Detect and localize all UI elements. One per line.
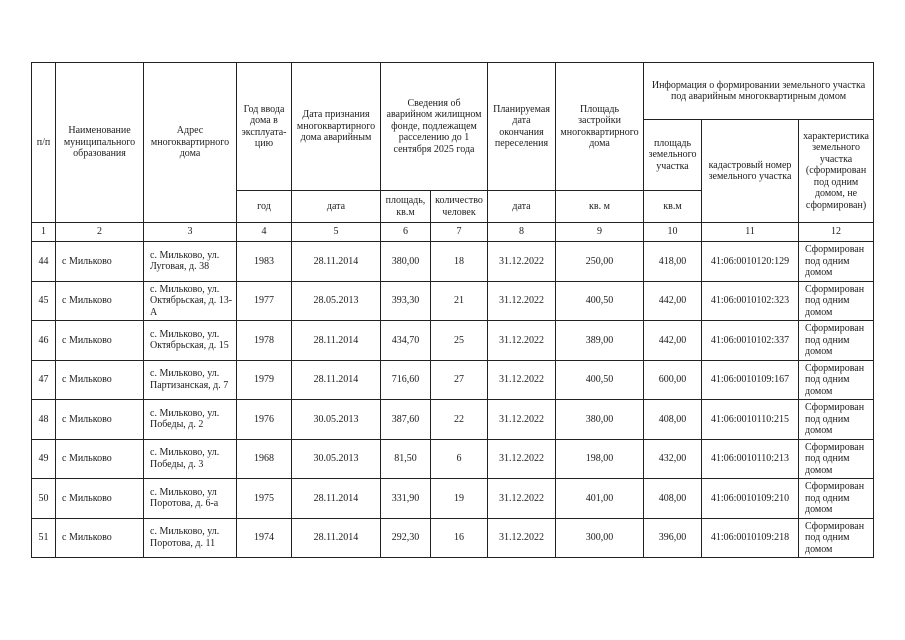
column-number: 10 xyxy=(644,223,702,242)
column-number: 1 xyxy=(32,223,56,242)
header-num: п/п xyxy=(32,63,56,223)
cell-land-status: Сформирован под одним домом xyxy=(799,400,874,440)
cell-cadastral: 41:06:0010110:213 xyxy=(702,439,799,479)
table-row xyxy=(32,321,874,361)
unit-emergency-area: площадь, кв.м xyxy=(381,191,431,223)
cell-address: с. Мильково, ул. Луговая, д. 38 xyxy=(144,242,237,282)
cell-residents: 25 xyxy=(431,321,488,361)
cell-recognition-date: 28.11.2014 xyxy=(292,360,381,400)
header-building-area: Площадь застройки многоквартирного дома xyxy=(556,63,644,191)
cell-recognition-date: 28.11.2014 xyxy=(292,242,381,282)
cell-cadastral: 41:06:0010120:129 xyxy=(702,242,799,282)
cell-residents: 6 xyxy=(431,439,488,479)
header-municipality: Наименование муниципального образования xyxy=(56,63,144,223)
cell-building-area: 250,00 xyxy=(556,242,644,282)
cell-municipality: с Мильково xyxy=(56,360,144,400)
column-number: 7 xyxy=(431,223,488,242)
table-header xyxy=(32,63,874,223)
column-number: 2 xyxy=(56,223,144,242)
cell-address: с. Мильково, ул. Партизанская, д. 7 xyxy=(144,360,237,400)
header-planned-date: Планируемая дата окончания переселения xyxy=(488,63,556,191)
table-row xyxy=(32,360,874,400)
cell-emergency-area: 716,60 xyxy=(381,360,431,400)
cell-residents: 27 xyxy=(431,360,488,400)
cell-building-area: 400,50 xyxy=(556,281,644,321)
cell-num: 48 xyxy=(32,400,56,440)
cell-building-area: 401,00 xyxy=(556,479,644,519)
cell-municipality: с Мильково xyxy=(56,439,144,479)
emergency-housing-table xyxy=(31,62,874,558)
header-row-main xyxy=(32,63,874,120)
cell-planned-date: 31.12.2022 xyxy=(488,479,556,519)
column-number: 11 xyxy=(702,223,799,242)
cell-residents: 16 xyxy=(431,518,488,558)
cell-address: с. Мильково, ул. Поротова, д. 11 xyxy=(144,518,237,558)
header-year: Год ввода дома в эксплуата-цию xyxy=(237,63,292,191)
cell-cadastral: 41:06:0010109:167 xyxy=(702,360,799,400)
column-number-row xyxy=(32,223,874,242)
cell-emergency-area: 380,00 xyxy=(381,242,431,282)
cell-land-status: Сформирован под одним домом xyxy=(799,321,874,361)
cell-recognition-date: 28.05.2013 xyxy=(292,281,381,321)
cell-land-area: 442,00 xyxy=(644,321,702,361)
cell-num: 49 xyxy=(32,439,56,479)
cell-planned-date: 31.12.2022 xyxy=(488,281,556,321)
unit-land-area: кв.м xyxy=(644,191,702,223)
cell-residents: 18 xyxy=(431,242,488,282)
cell-land-area: 418,00 xyxy=(644,242,702,282)
cell-planned-date: 31.12.2022 xyxy=(488,439,556,479)
cell-land-area: 442,00 xyxy=(644,281,702,321)
header-land-info: Информация о формировании земельного участка под аварийным многоквартирным домом xyxy=(644,63,874,120)
cell-recognition-date: 30.05.2013 xyxy=(292,400,381,440)
cell-emergency-area: 434,70 xyxy=(381,321,431,361)
cell-recognition-date: 28.11.2014 xyxy=(292,321,381,361)
header-cadastral: кадастровый номер земельного участка xyxy=(702,120,799,223)
table-row xyxy=(32,518,874,558)
cell-recognition-date: 28.11.2014 xyxy=(292,518,381,558)
cell-emergency-area: 292,30 xyxy=(381,518,431,558)
cell-num: 46 xyxy=(32,321,56,361)
cell-building-area: 389,00 xyxy=(556,321,644,361)
cell-year: 1979 xyxy=(237,360,292,400)
header-emergency-fund: Сведения об аварийном жилищном фонде, подлежащем расселению до 1 сентября 2025 года xyxy=(381,63,488,191)
cell-municipality: с Мильково xyxy=(56,281,144,321)
cell-year: 1977 xyxy=(237,281,292,321)
table-row xyxy=(32,400,874,440)
cell-municipality: с Мильково xyxy=(56,400,144,440)
cell-cadastral: 41:06:0010110:215 xyxy=(702,400,799,440)
cell-land-area: 408,00 xyxy=(644,400,702,440)
cell-num: 50 xyxy=(32,479,56,519)
cell-emergency-area: 81,50 xyxy=(381,439,431,479)
column-number: 12 xyxy=(799,223,874,242)
cell-recognition-date: 30.05.2013 xyxy=(292,439,381,479)
cell-year: 1978 xyxy=(237,321,292,361)
cell-num: 44 xyxy=(32,242,56,282)
header-land-area: площадь земельного участка xyxy=(644,120,702,191)
cell-planned-date: 31.12.2022 xyxy=(488,321,556,361)
cell-building-area: 198,00 xyxy=(556,439,644,479)
cell-planned-date: 31.12.2022 xyxy=(488,518,556,558)
cell-land-status: Сформирован под одним домом xyxy=(799,518,874,558)
unit-building-area: кв. м xyxy=(556,191,644,223)
cell-residents: 19 xyxy=(431,479,488,519)
cell-land-area: 396,00 xyxy=(644,518,702,558)
table-row xyxy=(32,479,874,519)
cell-building-area: 400,50 xyxy=(556,360,644,400)
unit-recognition-date: дата xyxy=(292,191,381,223)
cell-recognition-date: 28.11.2014 xyxy=(292,479,381,519)
cell-year: 1975 xyxy=(237,479,292,519)
cell-num: 51 xyxy=(32,518,56,558)
cell-cadastral: 41:06:0010109:210 xyxy=(702,479,799,519)
cell-emergency-area: 331,90 xyxy=(381,479,431,519)
cell-municipality: с Мильково xyxy=(56,321,144,361)
cell-land-area: 600,00 xyxy=(644,360,702,400)
column-number: 9 xyxy=(556,223,644,242)
cell-municipality: с Мильково xyxy=(56,479,144,519)
cell-address: с. Мильково, ул. Октябрьская, д. 15 xyxy=(144,321,237,361)
cell-land-status: Сформирован под одним домом xyxy=(799,439,874,479)
cell-year: 1976 xyxy=(237,400,292,440)
column-number: 3 xyxy=(144,223,237,242)
cell-residents: 22 xyxy=(431,400,488,440)
header-recognition-date: Дата признания многоквартирного дома аварийным xyxy=(292,63,381,191)
cell-land-status: Сформирован под одним домом xyxy=(799,479,874,519)
table-row xyxy=(32,439,874,479)
cell-land-area: 432,00 xyxy=(644,439,702,479)
cell-year: 1983 xyxy=(237,242,292,282)
cell-planned-date: 31.12.2022 xyxy=(488,400,556,440)
cell-cadastral: 41:06:0010102:323 xyxy=(702,281,799,321)
cell-address: с. Мильково, ул. Победы, д. 2 xyxy=(144,400,237,440)
cell-building-area: 300,00 xyxy=(556,518,644,558)
cell-municipality: с Мильково xyxy=(56,242,144,282)
unit-year: год xyxy=(237,191,292,223)
cell-cadastral: 41:06:0010102:337 xyxy=(702,321,799,361)
cell-emergency-area: 387,60 xyxy=(381,400,431,440)
cell-residents: 21 xyxy=(431,281,488,321)
cell-land-status: Сформирован под одним домом xyxy=(799,360,874,400)
column-number: 8 xyxy=(488,223,556,242)
cell-address: с. Мильково, ул. Победы, д. 3 xyxy=(144,439,237,479)
cell-num: 47 xyxy=(32,360,56,400)
cell-planned-date: 31.12.2022 xyxy=(488,360,556,400)
cell-municipality: с Мильково xyxy=(56,518,144,558)
column-number: 6 xyxy=(381,223,431,242)
cell-land-status: Сформирован под одним домом xyxy=(799,242,874,282)
cell-address: с. Мильково, ул Поротова, д. 6-а xyxy=(144,479,237,519)
unit-residents: количество человек xyxy=(431,191,488,223)
cell-building-area: 380,00 xyxy=(556,400,644,440)
cell-address: с. Мильково, ул. Октябрьская, д. 13-А xyxy=(144,281,237,321)
cell-year: 1974 xyxy=(237,518,292,558)
cell-num: 45 xyxy=(32,281,56,321)
cell-land-area: 408,00 xyxy=(644,479,702,519)
cell-cadastral: 41:06:0010109:218 xyxy=(702,518,799,558)
column-number: 5 xyxy=(292,223,381,242)
table-row xyxy=(32,242,874,282)
cell-land-status: Сформирован под одним домом xyxy=(799,281,874,321)
column-number: 4 xyxy=(237,223,292,242)
table-body xyxy=(32,223,874,558)
cell-planned-date: 31.12.2022 xyxy=(488,242,556,282)
cell-emergency-area: 393,30 xyxy=(381,281,431,321)
table-row xyxy=(32,281,874,321)
cell-year: 1968 xyxy=(237,439,292,479)
unit-planned-date: дата xyxy=(488,191,556,223)
header-land-status: характеристика земельного участка (сформирован под одним домом, не сформирован) xyxy=(799,120,874,223)
header-address: Адрес многоквартирного дома xyxy=(144,63,237,223)
